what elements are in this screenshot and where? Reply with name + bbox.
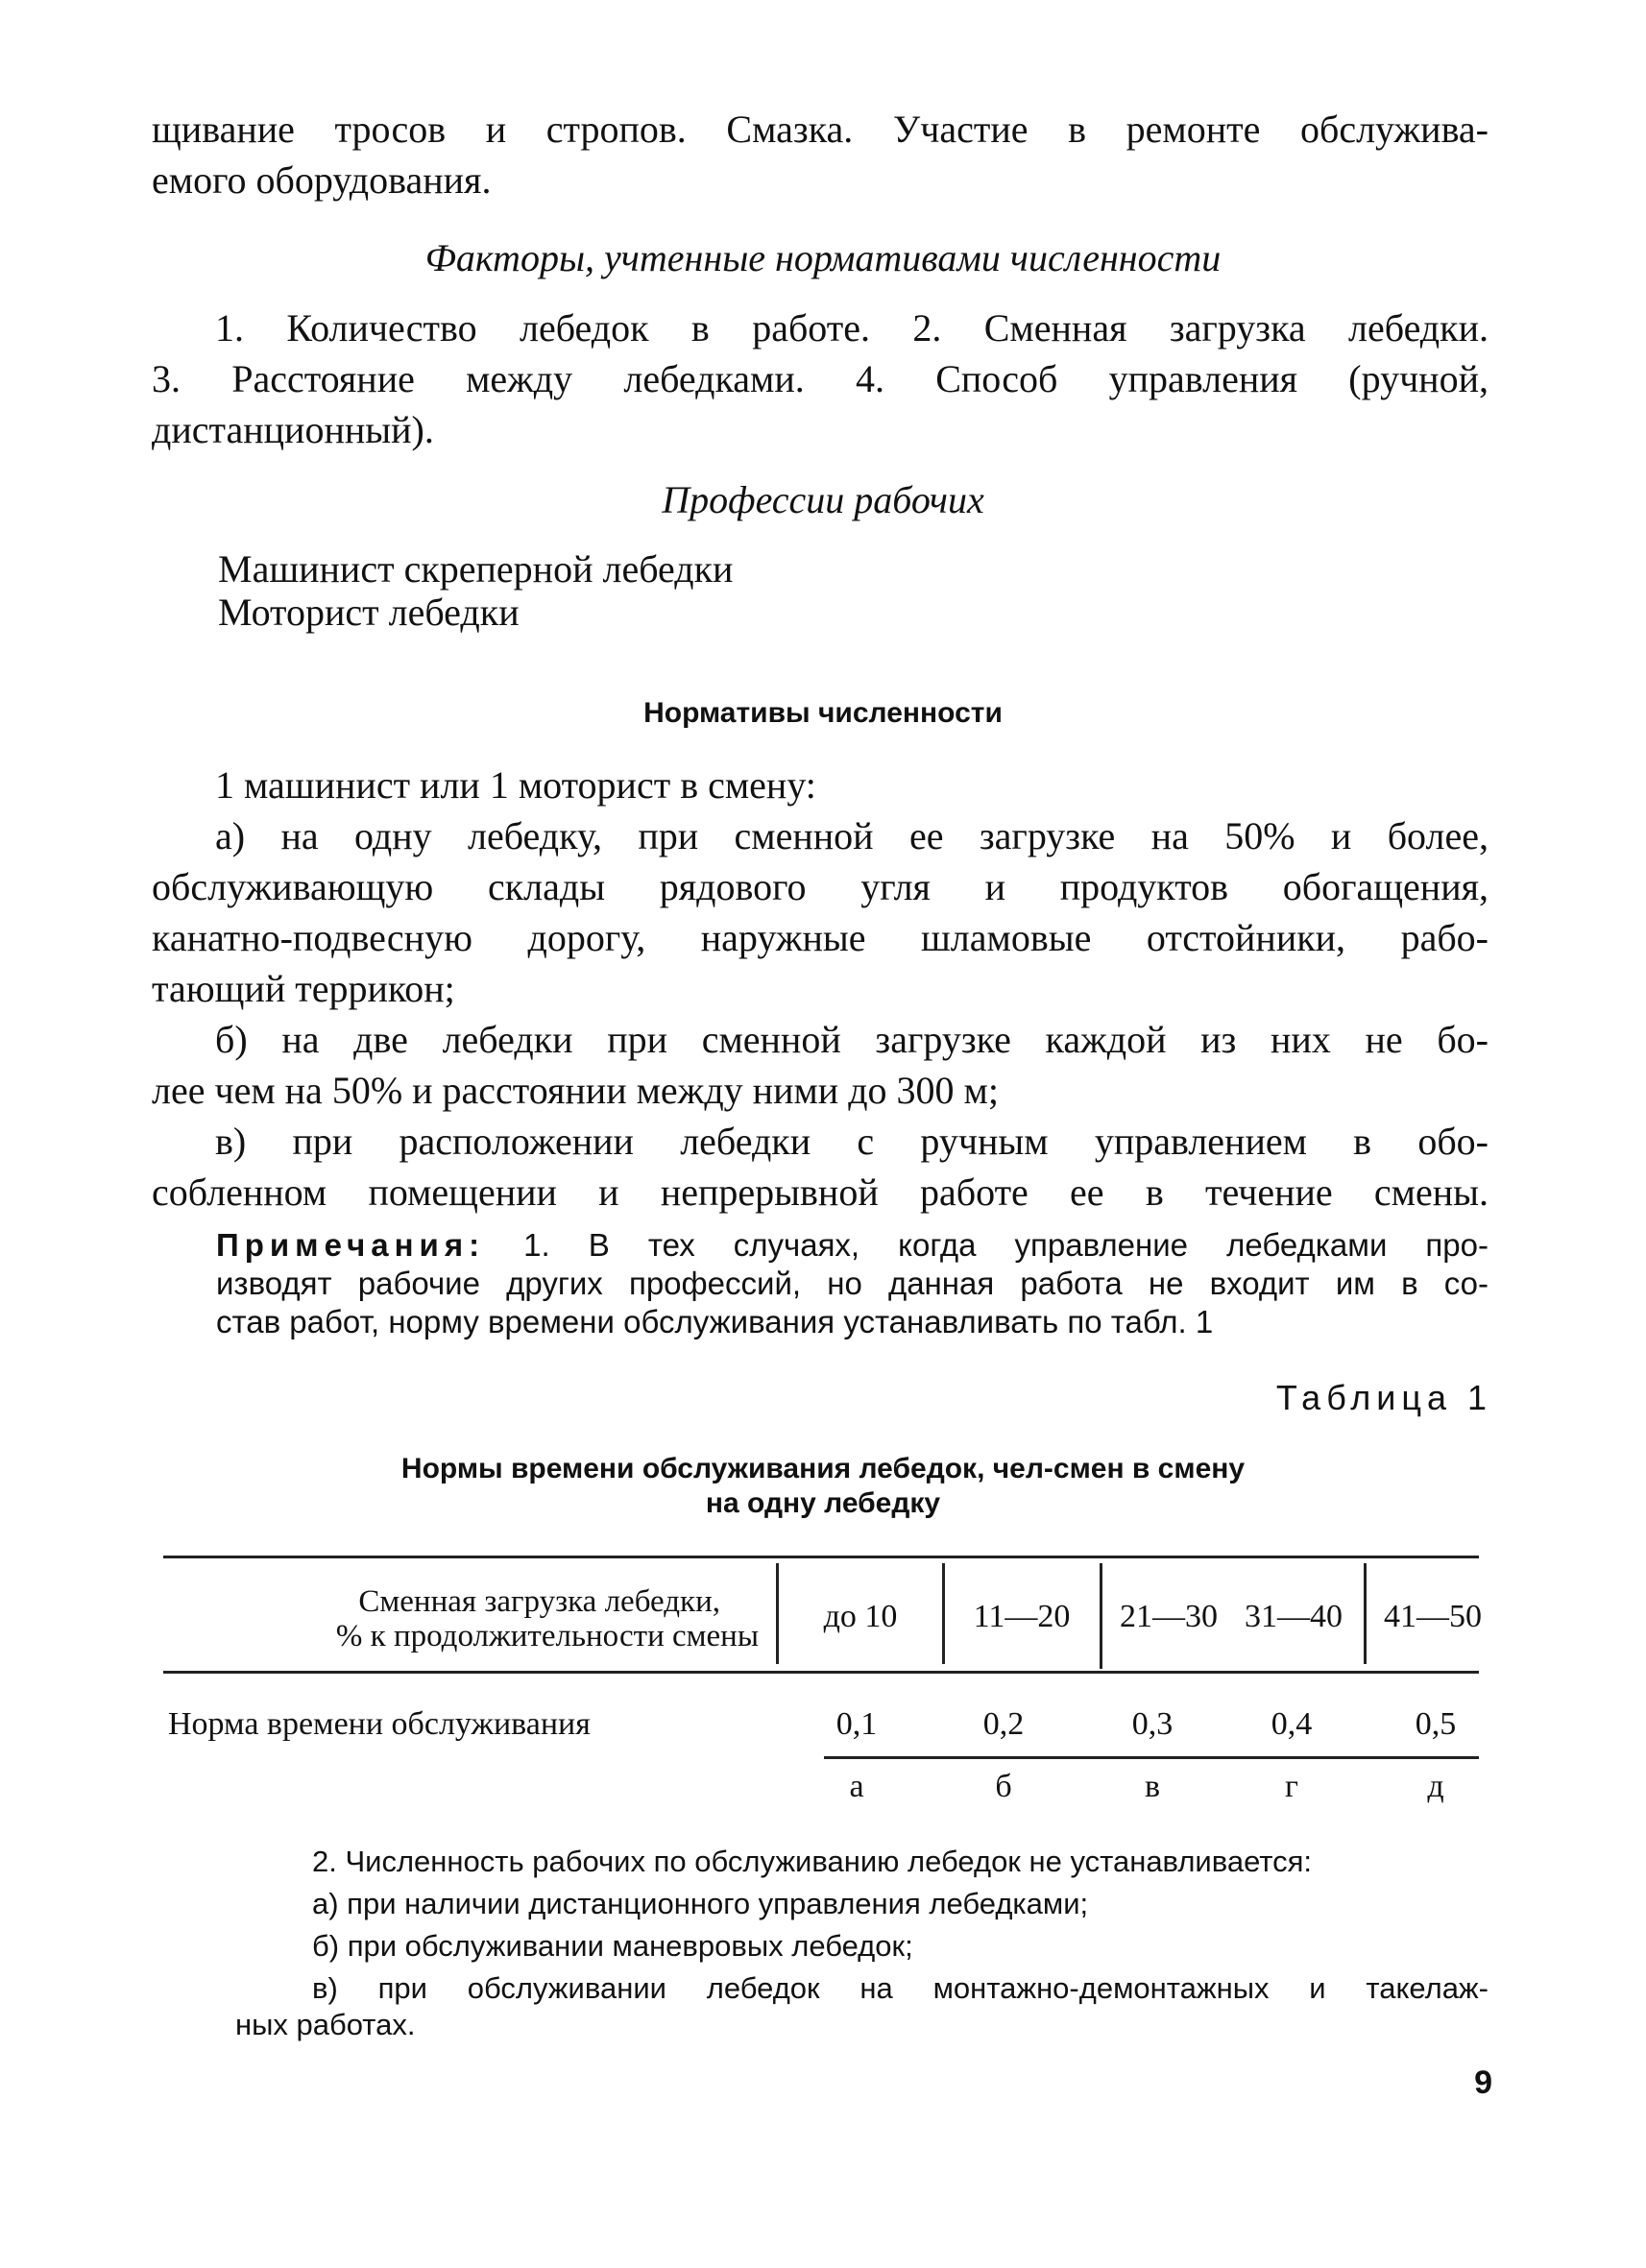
table-col-divider [776, 1563, 779, 1664]
table-col-divider [942, 1563, 945, 1664]
table-column-header: 21—30 [1120, 1599, 1218, 1634]
table-column-header: до 10 [823, 1599, 898, 1634]
norms-item-a: обслуживающую склады рядового угля и продуктов обогащения, [152, 865, 1489, 908]
note-2-line: б) при обслуживании маневровых лебедок; [312, 1929, 913, 1963]
table-title-line: Нормы времени обслуживания лебедок, чел-смен в смену [400, 1453, 1246, 1484]
table-column-header: 31—40 [1245, 1599, 1343, 1634]
table-code: д [1427, 1769, 1444, 1804]
table-code: г [1285, 1769, 1298, 1804]
note-2-line: 2. Численность рабочих по обслуживанию лебедок не устанавливается: [312, 1845, 1313, 1878]
profession-item: Машинист скреперной лебедки [218, 547, 734, 591]
note-2-line: в) при обслуживании лебедок на монтажно-демонтажных и такелаж- [312, 1971, 1489, 2005]
table-row-label: Норма времени обслуживания [168, 1706, 591, 1742]
profession-item: Моторист лебедки [218, 591, 520, 634]
professions-title: Профессии рабочих [662, 478, 984, 521]
table-code: в [1144, 1769, 1161, 1804]
table-header-line: Сменная загрузка лебедки, [358, 1584, 720, 1619]
professions-list [218, 547, 733, 634]
table-number: Таблица 1 [1275, 1378, 1492, 1417]
factors-line: дистанционный). [152, 408, 434, 451]
table-value: 0,5 [1415, 1706, 1457, 1742]
intro-line: емого оборудования. [152, 158, 492, 202]
note-1-line: став работ, норму времени обслуживания устанавливать по табл. 1 [216, 1304, 1214, 1339]
norms-item-a: канатно-подвесную дорогу, наружные шламовые отстойники, рабо- [152, 916, 1489, 959]
table-header-label [182, 1584, 759, 1653]
note-text: 1. В тех случаях, когда управление лебедками про- [523, 1227, 1489, 1263]
table-value: 0,1 [835, 1706, 878, 1742]
norms-lead: 1 машинист или 1 моторист в смену: [215, 763, 816, 807]
table-title-line: на одну лебедку [705, 1487, 941, 1519]
norms-item-a: тающий террикон; [152, 967, 455, 1010]
page-number: 9 [1474, 2064, 1492, 2101]
note-2 [216, 1844, 1489, 2043]
norms-item-b: б) на две лебедки при сменной загрузке каждой из них не бо- [215, 1018, 1489, 1061]
intro-line: щивание тросов и стропов. Смазка. Участие в ремонте обслужива- [152, 108, 1489, 151]
table-value: 0,3 [1131, 1706, 1174, 1742]
note-1-cont [216, 1265, 1489, 1341]
table-title [0, 1452, 1646, 1521]
table-value: 0,4 [1271, 1706, 1313, 1742]
factors-paragraph [152, 302, 1489, 455]
factors-line: 3. Расстояние между лебедками. 4. Способ управления (ручной, [152, 357, 1489, 400]
table-code: а [849, 1769, 864, 1804]
norms-item-b: лее чем на 50% и расстоянии между ними до 300 м; [152, 1069, 999, 1112]
norms-item-a: а) на одну лебедку, при сменной ее загрузке на 50% и более, [215, 814, 1489, 857]
note-label: Примечания: [216, 1227, 486, 1263]
table-code: б [995, 1769, 1012, 1804]
factors-title: Факторы, учтенные нормативами численности [424, 236, 1222, 279]
intro-paragraph [152, 104, 1489, 205]
norms-item-c: в) при расположении лебедки с ручным управлением в обо- [215, 1120, 1489, 1163]
note-1 [216, 1226, 1489, 1265]
note-1-line: изводят рабочие других профессий, но данная работа не входит им в со- [216, 1266, 1489, 1301]
table-top-rule [163, 1556, 1479, 1558]
table-value: 0,2 [982, 1706, 1025, 1742]
table-header-line: % к продолжительности смены [335, 1619, 759, 1653]
note-1-line [216, 1226, 1489, 1265]
norms-paragraph [152, 760, 1489, 1218]
table-header-rule [163, 1671, 1479, 1674]
note-2-line: а) при наличии дистанционного управления лебедками; [312, 1887, 1089, 1920]
norms-item-c: собленном помещении и непрерывной работе ее в течение смены. [152, 1170, 1489, 1214]
factors-line: 1. Количество лебедок в работе. 2. Сменная загрузка лебедки. [215, 306, 1489, 350]
norms-title: Нормативы численности [643, 697, 1003, 729]
note-2-line: ных работах. [235, 2008, 416, 2041]
table-column-header: 11—20 [973, 1599, 1071, 1634]
table-values-rule [824, 1756, 1479, 1759]
table-column-header: 41—50 [1384, 1599, 1482, 1634]
